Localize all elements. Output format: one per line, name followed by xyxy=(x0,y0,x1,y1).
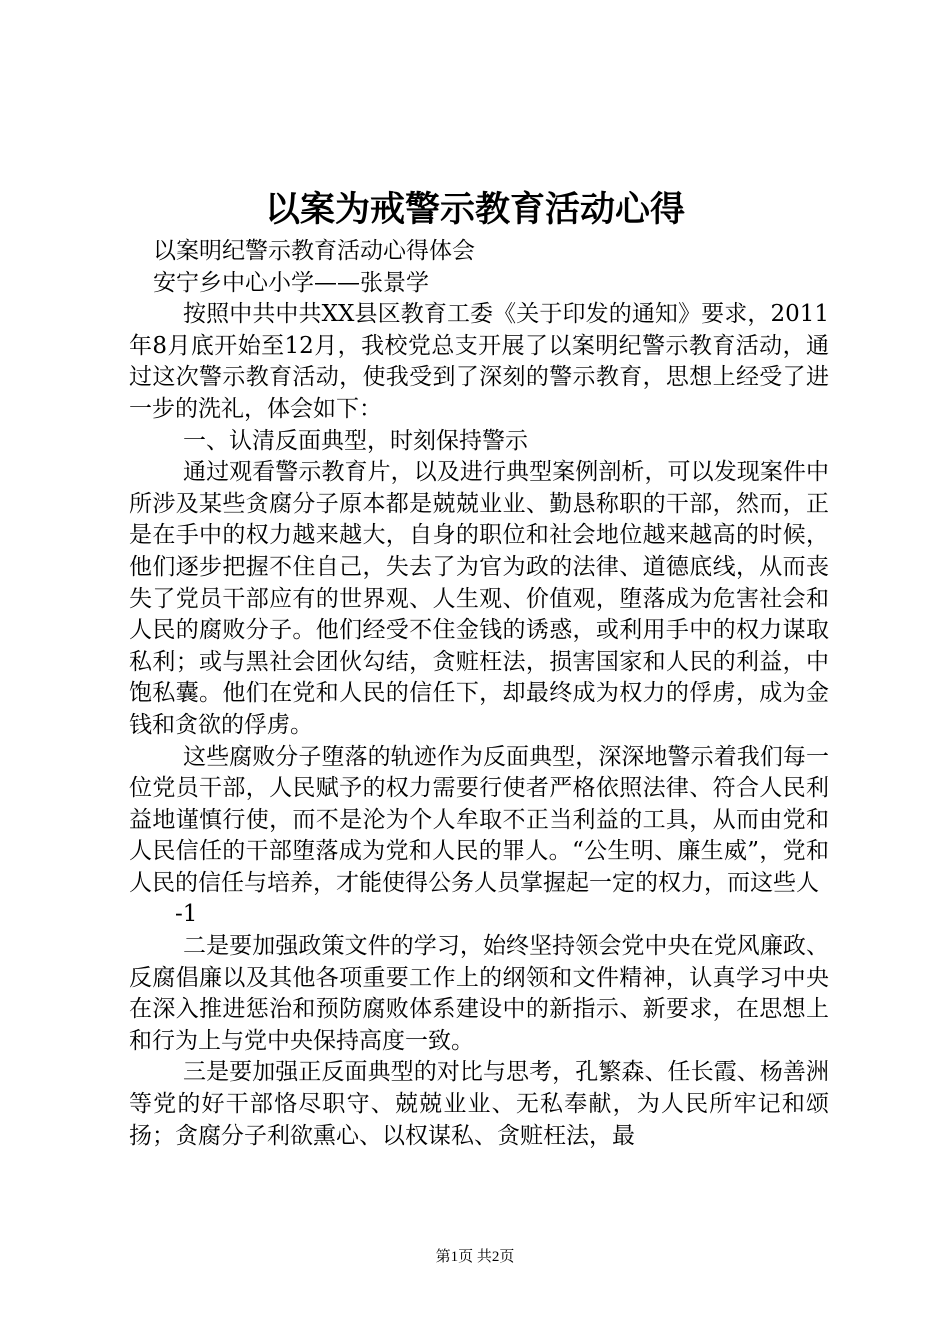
section-heading: 一、认清反面典型，时刻保持警示 xyxy=(183,427,528,454)
paragraph: 通过观看警示教育片，以及进行典型案例剖析，可以发现案件中所涉及某些贪腐分子原本都是兢兢业业、勤恳称职的干部，然而，正是在手中的权力越来越大，自身的职位和社会地位越来越高的时候，他们逐步把握不住自己，失去了为官为政的法律、道德底线，从而丧失了党员干部应有的世界观、人生观、价值观，堕落成为危害社会和人民的腐败分子。他们经受不住金钱的诱惑，或利用手中的权力谋取私利；或与黑社会团伙勾结，贪赃枉法，损害国家和人民的利益，中饱私囊。他们在党和人民的信任下，却最终成为权力的俘虏，成为金钱和贪欲的俘虏。 xyxy=(129,459,829,738)
document-body xyxy=(129,236,829,1152)
paragraph-intro: 按照中共中共XX县区教育工委《关于印发的通知》要求，2011年8月底开始至12月，我校党总支开展了以案明纪警示教育活动，通过这次警示教育活动，使我受到了深刻的警示教育，思想上经受了进一步的洗礼，体会如下： xyxy=(129,301,829,422)
document-author: 安宁乡中心小学——张景学 xyxy=(153,269,429,296)
inline-page-marker: -1 xyxy=(175,901,198,928)
paragraph: 三是要加强正反面典型的对比与思考，孔繁森、任长霞、杨善洲等党的好干部恪尽职守、兢兢业业、无私奉献，为人民所牢记和颂扬；贪腐分子利欲熏心、以权谋私、贪赃枉法，最 xyxy=(129,1059,829,1149)
paragraph: 这些腐败分子堕落的轨迹作为反面典型，深深地警示着我们每一位党员干部，人民赋予的权力需要行使者严格依照法律、符合人民利益地谨慎行使，而不是沦为个人牟取不正当利益的工具，从而由党和人民信任的干部堕落成为党和人民的罪人。“公生明、廉生威”，党和人民的信任与培养，才能使得公务人员掌握起一定的权力，而这些人 xyxy=(129,743,829,896)
paragraph: 二是要加强政策文件的学习，始终坚持领会党中央在党风廉政、反腐倡廉以及其他各项重要工作上的纲领和文件精神，认真学习中央在深入推进惩治和预防腐败体系建设中的新指示、新要求，在思想上和行为上与党中央保持高度一致。 xyxy=(129,933,829,1054)
document-title: 以案为戒警示教育活动心得 xyxy=(264,189,685,230)
document-subtitle: 以案明纪警示教育活动心得体会 xyxy=(153,238,475,264)
page-footer: 第1页 共2页 xyxy=(435,1249,515,1265)
